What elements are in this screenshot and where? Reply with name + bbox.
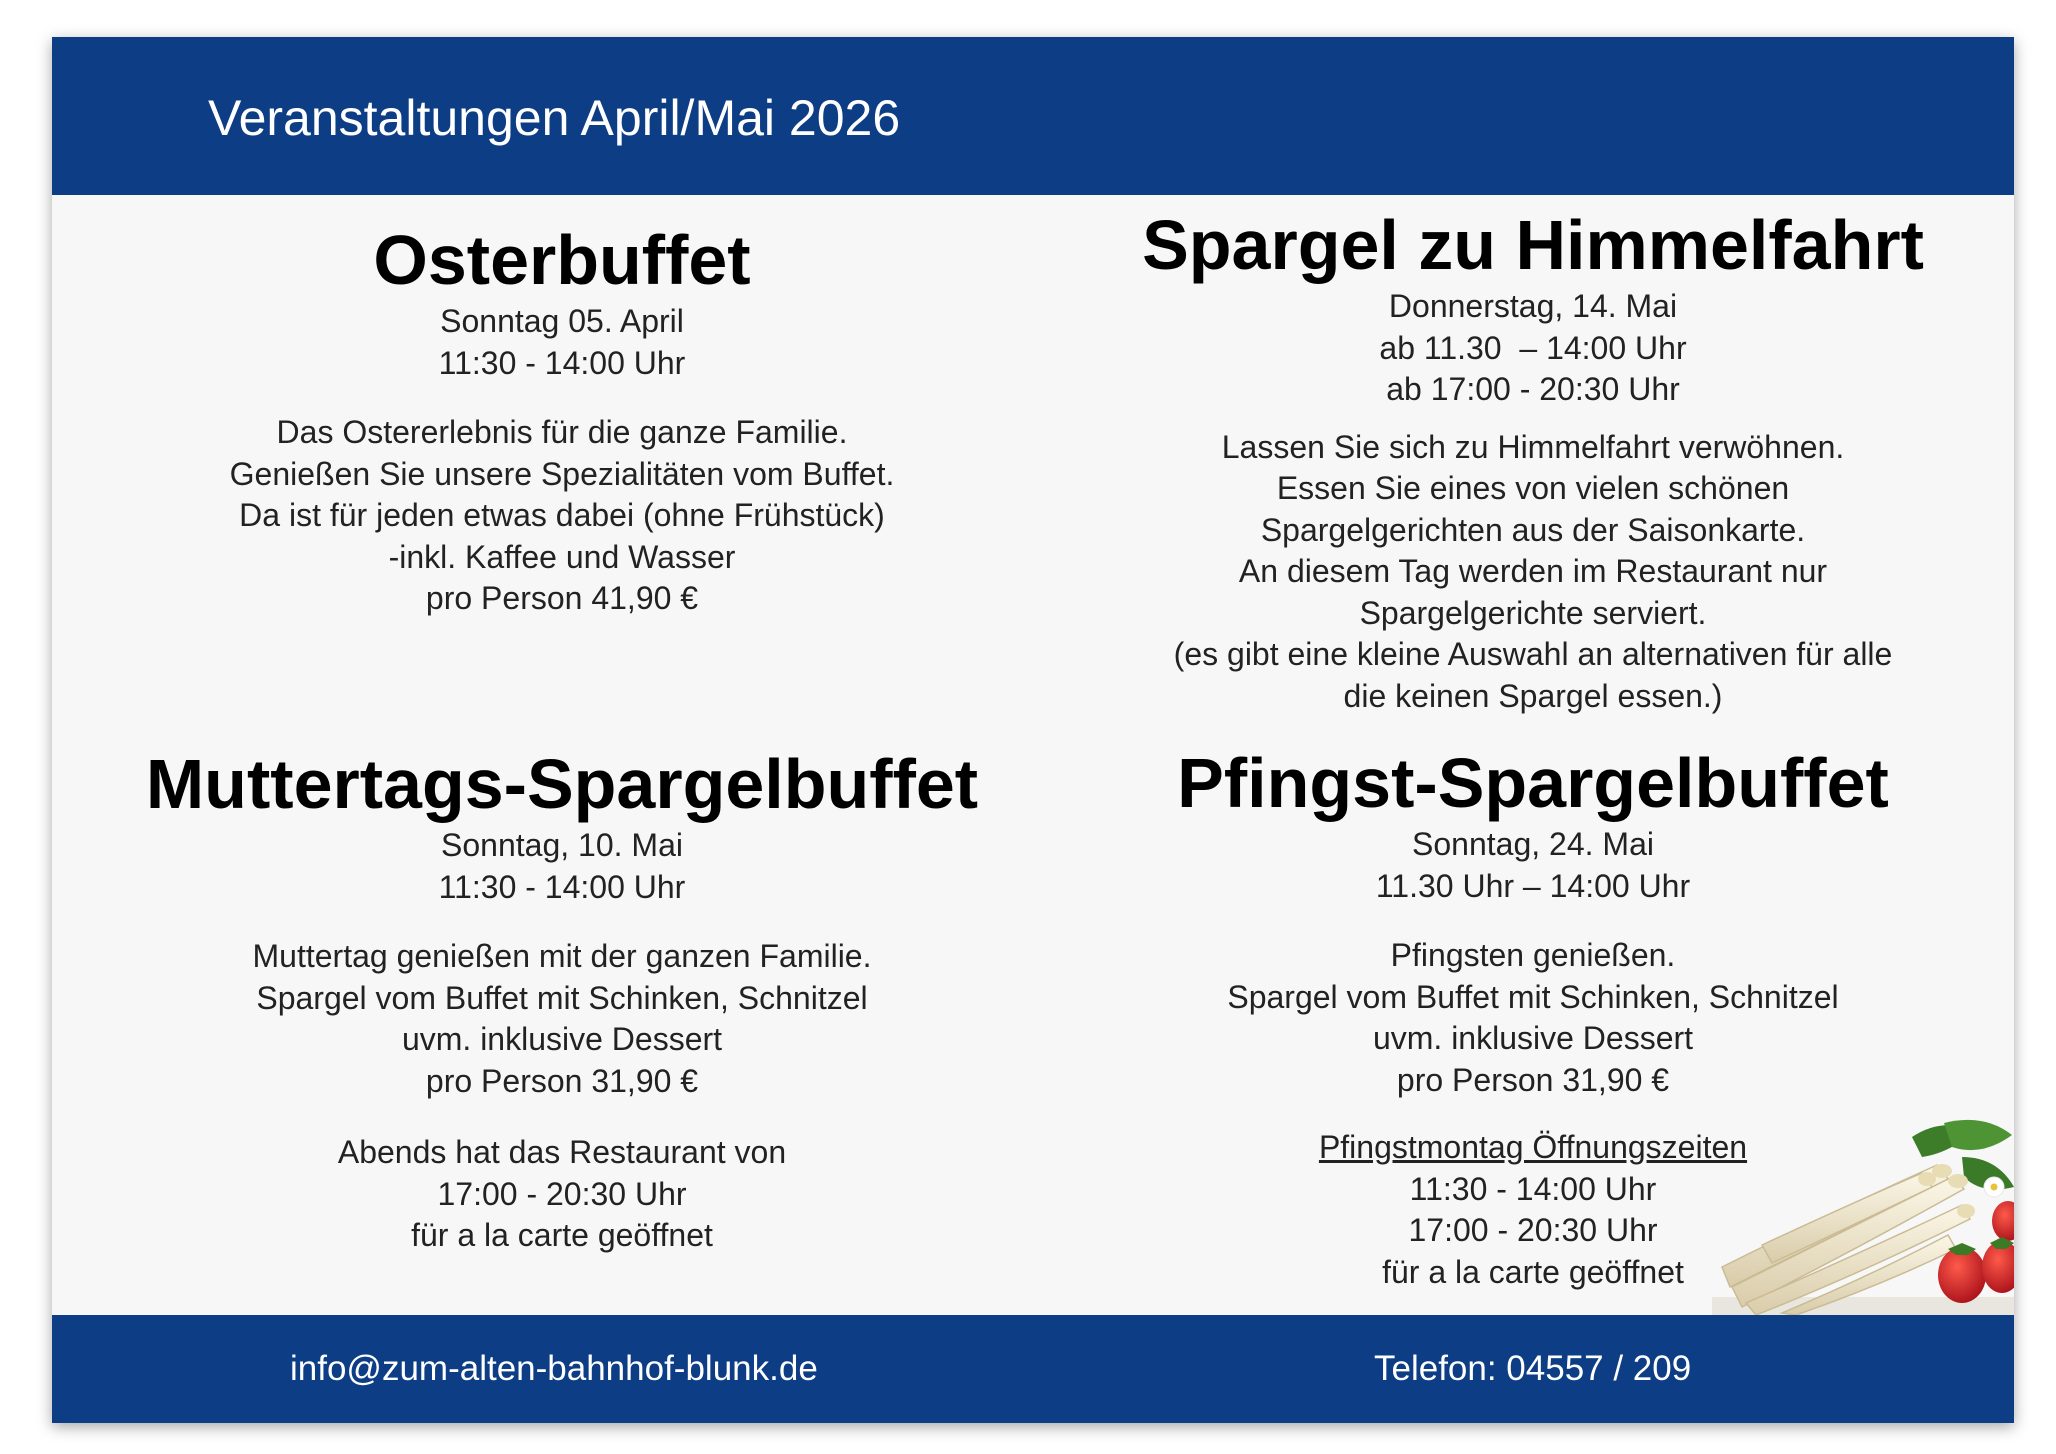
description-line: (es gibt eine kleine Auswahl an alternativen für alle xyxy=(1173,636,1893,672)
event-spargel-himmelfahrt xyxy=(1052,204,2014,717)
schedule-line: Sonntag 05. April xyxy=(440,303,684,339)
event-title: Osterbuffet xyxy=(373,221,751,299)
event-description xyxy=(1052,427,2014,718)
contact-email-link[interactable]: info@zum-alten-bahnhof-blunk.de xyxy=(290,1349,818,1388)
schedule-line: 11.30 Uhr – 14:00 Uhr xyxy=(1375,867,1691,904)
schedule-line: ab 17:00 - 20:30 Uhr xyxy=(1386,371,1680,407)
schedule-line: 11:30 - 14:00 Uhr xyxy=(438,868,686,905)
description-line: Muttertag genießen mit der ganzen Familie. xyxy=(252,938,872,974)
event-description xyxy=(1052,935,2014,1101)
description-line: Lassen Sie sich zu Himmelfahrt verwöhnen. xyxy=(1221,428,1845,465)
event-muttertags-spargelbuffet xyxy=(52,743,1072,1257)
description-line: Da ist für jeden etwas dabei (ohne Frühstück) xyxy=(239,497,885,533)
event-note xyxy=(52,1132,1072,1257)
event-description xyxy=(52,412,1072,620)
note-line: für a la carte geöffnet xyxy=(1382,1253,1684,1290)
description-line: Pfingsten genießen. xyxy=(1390,937,1676,973)
description-line: Spargelgerichte serviert. xyxy=(1359,594,1707,631)
description-line: -inkl. Kaffee und Wasser xyxy=(388,538,736,575)
description-line: Das Ostererlebnis für die ganze Familie. xyxy=(276,414,848,450)
contact-phone: Telefon: 04557 / 209 xyxy=(1374,1349,1692,1388)
price-line: pro Person 31,90 € xyxy=(425,1062,699,1099)
price-line: pro Person 31,90 € xyxy=(1396,1061,1670,1098)
description-line: Genießen Sie unsere Spezialitäten vom Buffet. xyxy=(229,455,895,492)
footer-band xyxy=(52,1315,2014,1423)
schedule-line: ab 11.30 – 14:00 Uhr xyxy=(1379,329,1687,366)
event-schedule xyxy=(1052,286,2014,411)
asparagus-strawberries-icon xyxy=(1712,1117,2014,1315)
price-line: pro Person 41,90 € xyxy=(425,580,699,616)
note-heading: Pfingstmontag Öffnungszeiten xyxy=(1318,1129,1748,1165)
note-line: 11:30 - 14:00 Uhr xyxy=(1409,1170,1657,1207)
event-title: Muttertags-Spargelbuffet xyxy=(145,745,979,823)
description-line: die keinen Spargel essen.) xyxy=(1343,677,1723,714)
description-line: An diesem Tag werden im Restaurant nur xyxy=(1238,553,1828,589)
description-line: Spargel vom Buffet mit Schinken, Schnitzel xyxy=(256,979,868,1016)
note-line: 17:00 - 20:30 Uhr xyxy=(437,1175,687,1212)
description-line: uvm. inklusive Dessert xyxy=(401,1021,723,1057)
event-osterbuffet xyxy=(52,219,1072,620)
flyer-title: Veranstaltungen April/Mai 2026 xyxy=(208,90,901,146)
description-line: Essen Sie eines von vielen schönen xyxy=(1276,470,1790,506)
flyer-page xyxy=(52,37,2014,1423)
schedule-line: Sonntag, 24. Mai xyxy=(1412,826,1654,862)
schedule-line: Donnerstag, 14. Mai xyxy=(1388,288,1678,324)
event-schedule xyxy=(1052,824,2014,907)
event-title: Pfingst-Spargelbuffet xyxy=(1177,744,1889,822)
schedule-line: 11:30 - 14:00 Uhr xyxy=(438,344,686,381)
note-line: für a la carte geöffnet xyxy=(411,1217,713,1253)
header-band xyxy=(52,37,2014,195)
description-line: Spargel vom Buffet mit Schinken, Schnitzel xyxy=(1227,978,1839,1015)
description-line: uvm. inklusive Dessert xyxy=(1372,1020,1694,1056)
event-schedule xyxy=(52,301,1072,384)
event-description xyxy=(52,936,1072,1102)
note-line: Abends hat das Restaurant von xyxy=(337,1134,787,1170)
description-line: Spargelgerichten aus der Saisonkarte. xyxy=(1260,511,1806,548)
note-line: 17:00 - 20:30 Uhr xyxy=(1408,1212,1658,1248)
event-schedule xyxy=(52,825,1072,908)
schedule-line: Sonntag, 10. Mai xyxy=(441,827,683,863)
event-title: Spargel zu Himmelfahrt xyxy=(1142,206,1924,284)
